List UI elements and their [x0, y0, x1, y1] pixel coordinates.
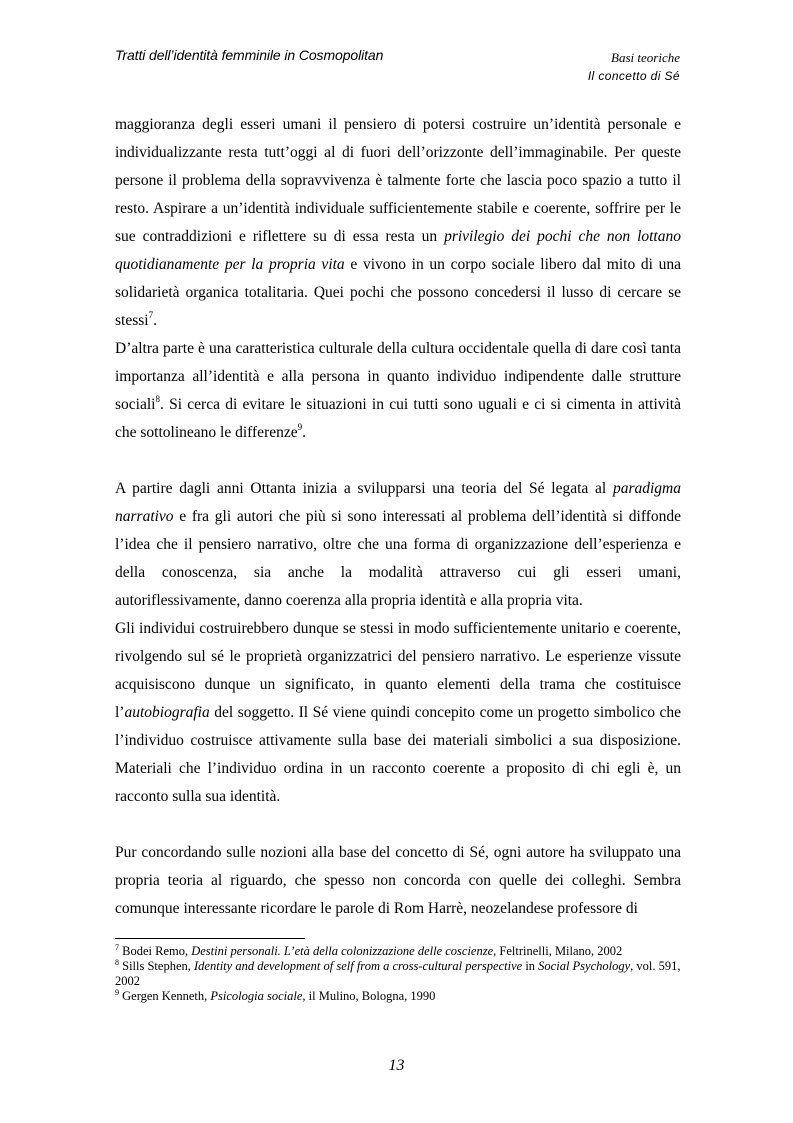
paragraph-5: Pur concordando sulle nozioni alla base del concetto di Sé, ogni autore ha sviluppato una propria teoria al riguardo, che spesso non concorda con quelle dei colleghi. Sembra comunque interessante ricordare le parole di Rom Harrè, neozelandese professore di — [115, 844, 681, 917]
header-subsection: Il concetto di Sé — [587, 69, 680, 83]
footnote-7: $^7$ Bodei Remo, Destini personali. L’età della colonizzazione delle coscienze, Feltrinelli, Milano, 2002 — [115, 943, 623, 958]
header-document-title: Tratti dell’identità femminile in Cosmopolitan — [115, 47, 384, 63]
footnote-9: $^9$ Gergen Kenneth, Psicologia sociale, il Mulino, Bologna, 1990 — [115, 988, 436, 1003]
paragraph-gap — [115, 811, 681, 839]
paragraph-3: A partire dagli anni Ottanta inizia a svilupparsi una teoria del Sé legata al paradigma narrativo e fra gli autori che più si sono interessati al problema dell’identità si diffonde l’idea che il pensiero narrativo, oltre che una forma di organizzazione dell’esperienza e della conoscenza, sia anche la modalità attraverso cui gli esseri umani, autoriflessivamente, danno coerenza alla propria identità e alla propria vita. — [115, 480, 681, 609]
header-chapter: Basi teoriche — [611, 50, 680, 65]
footnote-ref-9[interactable]: 9 — [297, 422, 303, 432]
footnote-ref-7[interactable]: 7 — [148, 310, 154, 320]
footnote-8: $^8$ Sills Stephen, Identity and development of self from a cross-cultural perspective in Social Psychology, vol. 591, 2002 — [115, 958, 681, 988]
footnote-divider — [115, 938, 305, 939]
paragraph-2: D’altra parte è una caratteristica culturale della cultura occidentale quella di dare così tanta importanza all’identità e alla persona in quanto individuo indipendente dalle strutture sociali$^8$. Si cerca di evitare le situazioni in cui tutti sono uguali e ci si cimenta in attività che sottolineano le differenze$^9$. — [115, 340, 681, 441]
paragraph-1: maggioranza degli esseri umani il pensiero di potersi costruire un’identità personale e individualizzante resta tutt’oggi al di fuori dell’orizzonte dell’immaginabile. Per queste persone il problema della sopravvivenza è talmente forte che lascia poco spazio a tutto il resto. Aspirare a un’identità individuale sufficientemente stabile e coerente, soffrire per le sue contraddizioni e riflettere su di essa resta un privilegio dei pochi che non lottano quotidianamente per la propria vita e vivono in un corpo sociale libero dal mito di una solidarietà organica totalitaria. Quei pochi che possono concedersi il lusso di cercare se stessi$^7$. — [115, 116, 682, 329]
body-text — [115, 111, 681, 923]
paragraph-4: Gli individui costruirebbero dunque se stessi in modo sufficientemente unitario e coerente, rivolgendo sul sé le proprietà organizzatrici del pensiero narrativo. Le esperienze vissute acquisiscono dunque un significato, in quanto elementi della trama che costituisce l’autobiografia del soggetto. Il Sé viene quindi concepito come un progetto simbolico che l’individuo costruisce attivamente sulla base dei materiali simbolici a sua disposizione. Materiali che l’individuo ordina in un racconto coerente a proposito di chi egli è, un racconto sulla sua identità. — [115, 620, 681, 805]
footnote-ref-8[interactable]: 8 — [155, 394, 160, 404]
page-number: 13 — [388, 1057, 405, 1074]
paragraph-gap — [115, 447, 681, 475]
footnotes — [115, 944, 681, 1004]
header-section — [588, 48, 680, 86]
